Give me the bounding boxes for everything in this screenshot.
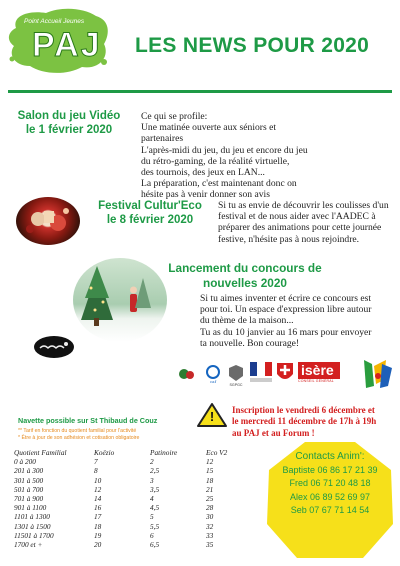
table-cell: 8 <box>94 466 98 476</box>
table-cell: 5,5 <box>150 521 160 531</box>
table-cell: 5 <box>150 512 154 522</box>
table-cell: 301 à 500 <box>14 475 44 485</box>
navette-note-2: * Être à jour de son adhésion et cotisation obligatoire <box>18 435 140 441</box>
table-row <box>14 466 254 475</box>
salon-text-line: Ce qui se profile: <box>141 111 208 122</box>
contact-line: Baptiste 06 86 17 21 39 <box>282 464 378 475</box>
table-cell: 33 <box>206 530 214 540</box>
concours-text-line: pour toi. Un espace d'expression libre autour <box>200 304 372 316</box>
table-cell: 6 <box>150 530 154 540</box>
navette-title: Navette possible sur St Thibaud de Couz <box>18 416 158 425</box>
sgp-logo <box>226 364 246 387</box>
festival-heading-line1: Festival Cultur'Eco <box>98 200 202 212</box>
table-cell: 901 à 1100 <box>14 503 47 513</box>
contact-line: Seb 07 67 71 14 54 <box>290 505 370 516</box>
header-patinoire: Patinoire <box>150 448 178 457</box>
table-cell: 32 <box>206 521 214 531</box>
table-cell: 3 <box>150 475 154 485</box>
contact-line: Alex 06 89 52 69 97 <box>289 491 371 502</box>
concours-text-line: Si tu aimes inventer et écrire ce concours est <box>200 293 372 304</box>
festival-photo-art <box>16 197 80 245</box>
table-cell: 14 <box>94 494 102 504</box>
table-cell: 12 <box>94 484 102 494</box>
winter-photo <box>73 258 167 342</box>
table-cell: 1101 à 1300 <box>14 512 50 522</box>
table-row <box>14 485 254 494</box>
table-cell: 28 <box>206 503 214 513</box>
warning-icon <box>196 402 228 428</box>
concours-text <box>200 293 398 349</box>
table-cell: 4 <box>150 494 154 504</box>
table-cell: 35 <box>206 540 214 550</box>
contacts-title: Contacts Anim': <box>295 451 365 462</box>
sleigh-photo <box>34 336 74 358</box>
contacts-text <box>265 450 395 518</box>
table-cell: 201 à 300 <box>14 466 44 476</box>
table-cell: 20 <box>94 540 102 550</box>
partner-logos <box>176 356 396 392</box>
concours-text-line: du thème de la maison... <box>200 315 294 327</box>
paj-mark-logo <box>360 356 396 392</box>
table-cell: 4,5 <box>150 503 160 513</box>
sleigh-photo-art <box>34 336 74 358</box>
table-cell: 2 <box>150 457 154 467</box>
table-cell: 701 à 900 <box>14 494 44 504</box>
isere-sublabel: CONSEIL GÉNÉRAL <box>298 379 334 383</box>
table-header-row <box>14 448 254 457</box>
salon-text-line: partenaires <box>141 133 184 145</box>
partner-logo-2 <box>204 364 222 384</box>
festival-text-line: festival et de nous aider avec l'AADEC à <box>218 211 376 223</box>
salon-text <box>141 111 391 201</box>
contact-line: Fred 06 71 20 48 18 <box>289 478 371 489</box>
festival-heading-line2: le 8 février 2020 <box>106 214 194 227</box>
table-cell: 18 <box>94 521 102 531</box>
concours-heading-line2: nouvelles 2020 <box>203 275 287 290</box>
partner-logo-1 <box>176 366 198 384</box>
table-row <box>14 522 254 531</box>
table-row <box>14 503 254 512</box>
salon-text-line: Une matinée ouverte aux séniors et <box>141 122 277 134</box>
concours-text-line: ta nouvelle. Bon courage! <box>200 337 300 349</box>
table-cell: 7 <box>94 457 98 467</box>
concours-heading <box>160 261 330 290</box>
isere-label: isère <box>298 362 340 379</box>
table-cell: 25 <box>206 494 214 504</box>
table-cell: 18 <box>206 475 214 485</box>
salon-text-line: du rétro-gaming, de la réalité virtuelle, <box>141 155 290 167</box>
salon-text-line: L'après-midi du jeu, du jeu et encore du jeu <box>141 144 308 156</box>
header-divider <box>8 90 392 93</box>
region-logo <box>276 362 294 384</box>
table-row <box>14 531 254 540</box>
table-cell: 6,5 <box>150 540 160 550</box>
salon-heading-line2: le 1 février 2020 <box>25 124 113 137</box>
festival-text <box>218 200 398 245</box>
salon-heading <box>2 109 136 138</box>
header-eco-v2: Eco V2 <box>206 448 228 457</box>
table-cell: 21 <box>206 484 214 494</box>
salon-text-line: hésite pas à venir donner son avis <box>141 189 270 201</box>
salon-heading-line1: Salon du jeu Vidéo <box>17 110 121 122</box>
header-quotient: Quotient Familial <box>14 448 67 457</box>
table-cell: 3,5 <box>150 484 160 494</box>
inscription-line: Inscription le vendredi 6 décembre et <box>232 405 375 415</box>
warning-symbol: ! <box>209 409 215 424</box>
table-cell: 0 à 200 <box>14 457 36 467</box>
table-cell: 19 <box>94 530 102 540</box>
festival-text-line: festive, n'hésite pas à nous rejoindre. <box>218 233 360 245</box>
salon-text-line: des tournois, des jeux en LAN... <box>141 167 265 179</box>
festival-photo <box>16 197 80 245</box>
inscription-line: le mercredi 11 décembre de 17h à 19h <box>232 416 377 427</box>
table-cell: 2,5 <box>150 466 160 476</box>
tariff-table <box>14 448 254 549</box>
republique-logo <box>250 362 272 384</box>
table-row <box>14 512 254 521</box>
table-cell: 501 à 700 <box>14 484 44 494</box>
navette-note-1: ** Tarif en fonction du quotient familial pour l'activité <box>18 428 137 434</box>
table-cell: 30 <box>206 512 214 522</box>
table-cell: 1700 et + <box>14 540 43 550</box>
logo-text: PAJ <box>32 26 102 64</box>
table-row <box>14 494 254 503</box>
table-cell: 15 <box>206 466 214 476</box>
logo-small-text: Point Accueil Jeunes <box>24 18 85 25</box>
contacts-badge <box>265 440 395 562</box>
festival-text-line: préparer des animations pour cette journée <box>218 222 382 234</box>
isere-logo <box>298 362 340 386</box>
page-title: LES NEWS POUR 2020 <box>135 34 370 57</box>
sgp-label: SGPGC <box>229 383 243 387</box>
table-cell: 10 <box>94 475 102 485</box>
paj-logo <box>6 4 114 76</box>
table-row <box>14 540 254 549</box>
table-cell: 12 <box>206 457 214 467</box>
header-koezio: Koëzio <box>94 448 115 457</box>
table-cell: 16 <box>94 503 102 513</box>
inscription-line: au PAJ et au Forum ! <box>232 427 315 438</box>
table-cell: 17 <box>94 512 102 522</box>
concours-text-line: Tu as du 10 janvier au 16 mars pour envoyer <box>200 326 372 338</box>
salon-text-line: La préparation, c'est maintenant donc on <box>141 178 297 190</box>
table-row <box>14 476 254 485</box>
inscription-text <box>232 405 398 439</box>
svg-text:caf: caf <box>209 379 217 384</box>
festival-heading <box>90 199 210 228</box>
concours-heading-line1: Lancement du concours de <box>168 261 322 275</box>
table-row <box>14 457 254 466</box>
winter-photo-art <box>73 258 167 342</box>
table-cell: 11501 à 1700 <box>14 530 54 540</box>
festival-text-line: Si tu as envie de découvrir les coulisses d'un <box>218 200 389 211</box>
table-cell: 1301 à 1500 <box>14 521 51 531</box>
